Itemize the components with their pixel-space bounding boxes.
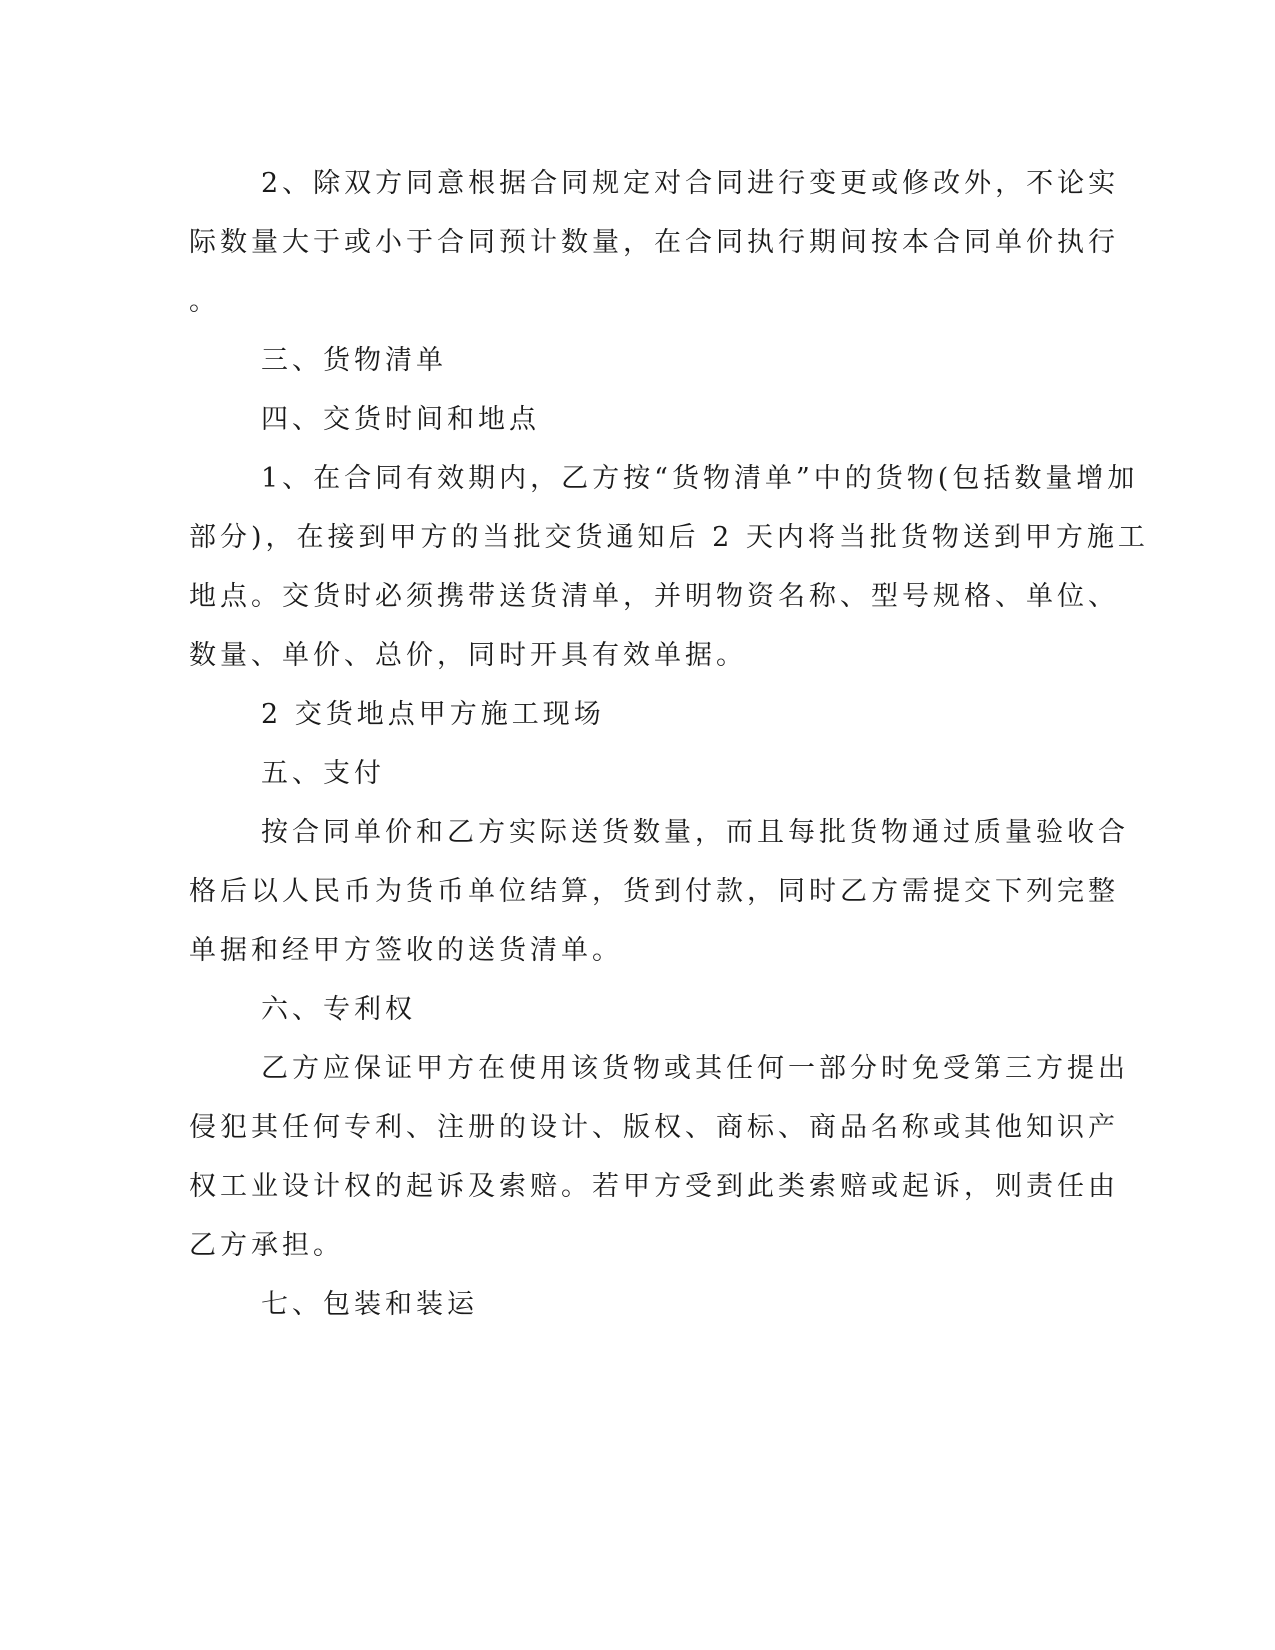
- text-line: 权工业设计权的起诉及索赔。若甲方受到此类索赔或起诉，则责任由: [189, 1171, 1119, 1202]
- text-line: 1、在合同有效期内，乙方按“货物清单”中的货物(包括数量增加: [261, 463, 1139, 494]
- text-line: 数量、单价、总价，同时开具有效单据。: [189, 640, 747, 671]
- text-line: 2 交货地点甲方施工现场: [261, 699, 605, 730]
- text-line: 乙方应保证甲方在使用该货物或其任何一部分时免受第三方提出: [261, 1053, 1129, 1084]
- text-line: 格后以人民币为货币单位结算，货到付款，同时乙方需提交下列完整: [189, 876, 1119, 907]
- section-heading: 三、货物清单: [261, 345, 447, 376]
- section-heading: 五、支付: [261, 758, 385, 789]
- text-line: 。: [189, 286, 220, 317]
- text-line: 2、除双方同意根据合同规定对合同进行变更或修改外，不论实: [261, 168, 1120, 199]
- text-line: 乙方承担。: [189, 1230, 344, 1261]
- text-line: 按合同单价和乙方实际送货数量，而且每批货物通过质量验收合: [261, 817, 1129, 848]
- text-line: 侵犯其任何专利、注册的设计、版权、商标、商品名称或其他知识产: [189, 1112, 1119, 1143]
- text-line: 地点。交货时必须携带送货清单，并明物资名称、型号规格、单位、: [189, 581, 1119, 612]
- section-heading: 六、专利权: [261, 994, 416, 1025]
- text-line: 际数量大于或小于合同预计数量，在合同执行期间按本合同单价执行: [189, 227, 1119, 258]
- section-heading: 七、包装和装运: [261, 1289, 478, 1320]
- text-line: 单据和经甲方签收的送货清单。: [189, 935, 623, 966]
- section-heading: 四、交货时间和地点: [261, 404, 540, 435]
- text-line: 部分)，在接到甲方的当批交货通知后 2 天内将当批货物送到甲方施工: [189, 522, 1149, 553]
